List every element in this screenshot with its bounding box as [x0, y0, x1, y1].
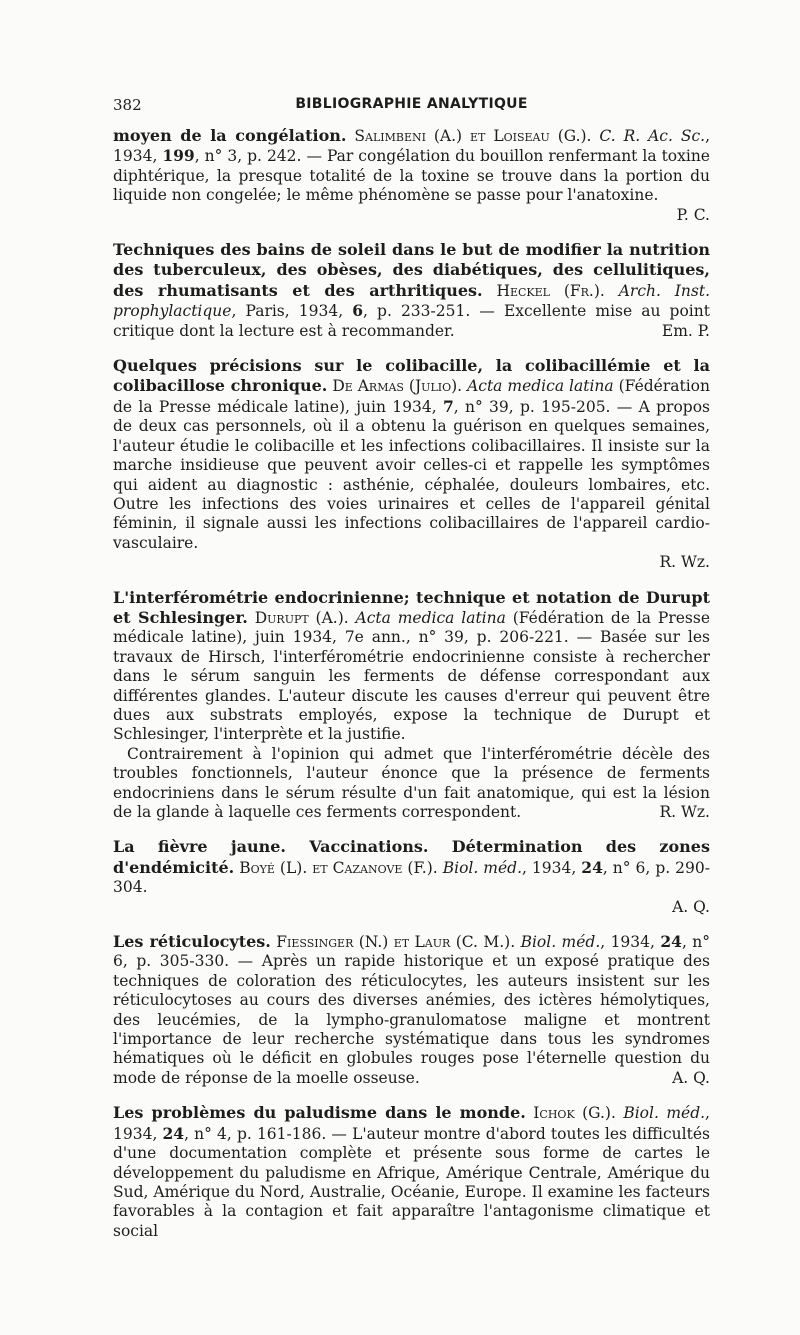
bibliography-entry — [113, 588, 710, 823]
entry-authors: Boyé (L). et Cazanove (F.). — [239, 858, 438, 877]
entry-title: Les réticulocytes. — [113, 932, 271, 952]
bibliography-entry — [113, 356, 710, 572]
entry-citation: , 1934, — [600, 933, 661, 952]
entry-text-continued: Contrairement à l'opinion qui admet que l'interférométrie décèle des troubles fonctionnels, l'auteur énonce que la présence de ferments endocriniens dans le sérum résulte d'un fait anatomique, qui est la lésion de la glande à laquelle ces ferments correspondent. — [113, 744, 710, 821]
entry-signature: P. C. — [676, 205, 710, 224]
entry-volume: 24 — [660, 932, 682, 952]
entry-signature: R. Wz. — [659, 553, 710, 572]
entry-citation: (Fédération de la Presse médicale latine), juin 1934, 7e ann., n° 39, p. 206-221. — — [113, 608, 710, 647]
entry-title: Quelques précisions sur le colibacille, la colibacillémie et la colibacillose chronique. — [113, 356, 710, 396]
entry-volume: 24 — [581, 857, 603, 877]
bibliography-entry — [113, 1103, 710, 1241]
entry-journal: Biol. méd. — [442, 858, 522, 877]
entry-authors: Fiessinger (N.) et Laur (C. M.). — [276, 933, 516, 952]
entry-citation: , 1934, — [522, 858, 582, 877]
entry-signature: R. Wz. — [659, 803, 710, 821]
entry-volume: 199 — [162, 146, 195, 166]
entry-citation: , 1934, — [113, 127, 710, 166]
entry-citation: , Paris, 1934, — [231, 302, 353, 321]
article-body — [113, 126, 710, 1256]
entry-title: L'interférométrie endocrinienne; technique et notation de Durupt et Schlesinger. — [113, 587, 710, 627]
entry-authors: Ichok (G.). — [533, 1104, 616, 1123]
entry-journal: Biol. méd. — [520, 933, 601, 952]
entry-volume: 24 — [162, 1123, 185, 1143]
page-number: 382 — [113, 96, 142, 114]
entry-citation: , 1934, — [113, 1104, 710, 1143]
entry-citation-tail: , n° 39, p. 195-205. — — [453, 397, 633, 416]
entry-journal: Biol. méd. — [623, 1104, 706, 1123]
entry-citation: (Fédération de la Presse médicale latine), juin 1934, — [113, 377, 710, 416]
entry-title: La fièvre jaune. Vaccinations. Détermination des zones d'endémicité. — [113, 837, 710, 877]
entry-text: Excellente mise au point critique dont la lecture est à recommander. — [113, 302, 710, 340]
entry-citation-tail: , n° 6, p. 305-330. — — [113, 933, 710, 971]
entry-text: L'auteur montre d'abord toutes les difficultés d'une documentation complète et présente sous forme de cartes le développement du paludisme en Afrique, Amérique Centrale, Amérique du Sud, Amérique du Nord, Australie, Océanie, Europe. Il examine les facteurs favorables à la contagion et fait apparaître l'antagonisme climatique et social — [113, 1124, 710, 1240]
bibliography-entry — [113, 240, 710, 341]
entry-volume: 6 — [352, 301, 364, 321]
entry-journal: Acta medica latina — [467, 377, 614, 396]
running-title: BIBLIOGRAPHIE ANALYTIQUE — [295, 96, 528, 112]
entry-text: Basée sur les travaux de Hirsch, l'interférométrie endocrinienne consiste à rechercher dans le sérum sanguin les ferments de défense correspondant aux différentes glandes. L'auteur discute les causes d'erreur qui peuvent être dues aux substrats employés, expose la technique de Durupt et Schlesinger, l'interprète et la justifie. — [113, 628, 710, 744]
entry-authors: De Armas (Julio). — [332, 377, 463, 396]
entry-citation-tail: , n° 4, p. 161-186. — — [184, 1124, 347, 1143]
entry-journal: C. R. Ac. Sc. — [599, 127, 706, 145]
entry-citation-tail: , n° 3, p. 242. — — [194, 147, 322, 166]
bibliography-entry — [113, 932, 710, 1088]
entry-text: A propos de deux cas personnels, où il a obtenu la guérison en quelques semaines, l'auteur étudie le colibacille et les infections colibacillaires. Il insiste sur la marche insidieuse que peuvent avoir celles-ci et rappelle les symptômes qui aident au diagnostic : asthénie, céphalée, douleurs lombaires, etc. Outre les infections des voies urinaires et celles de l'appareil génital féminin, il signale aussi les infections colibacillaires de l'appareil cardio-vasculaire. — [113, 397, 710, 552]
entry-authors: Durupt (A.). — [254, 608, 349, 627]
entry-title: moyen de la congélation. — [113, 126, 347, 145]
entry-volume: 7 — [442, 396, 454, 416]
running-header — [113, 96, 710, 116]
bibliography-entry — [113, 126, 710, 225]
entry-text: Par congélation du bouillon renfermant la toxine diphtérique, la presque totalité de la toxine se trouve dans la portion du liquide non congelée; le même phénomène se passe pour l'anatoxine. — [113, 147, 710, 205]
entry-signature: A. Q. — [672, 1068, 710, 1087]
entry-authors: Heckel (Fr.). — [496, 281, 605, 300]
bibliography-entry — [113, 837, 710, 917]
entry-citation-tail: , n° 6, p. 290-304. — [113, 858, 710, 897]
entry-text: Après un rapide historique et un exposé pratique des techniques de coloration des réticulocytes, les auteurs insistent sur les réticulocytoses au cours des diverses anémies, des ictères hémolytiques, des leucémies, de la lympho-granulomatose maligne et montrent l'importance de leur recherche systématique dans tous les syndromes hématiques où le déficit en globules rouges pose l'éternelle question du mode de réponse de la moelle osseuse. — [113, 952, 710, 1087]
entry-citation-tail: , p. 233-251. — — [363, 302, 495, 321]
entry-title: Techniques des bains de soleil dans le but de modifier la nutrition des tuberculeux, des obèses, des diabétiques, des cellulitiques, des rhumatisants et des arthritiques. — [113, 240, 710, 300]
entry-authors: Salimbeni (A.) et Loiseau (G.). — [354, 127, 592, 145]
entry-journal: Arch. Inst. prophylactique — [113, 281, 710, 321]
entry-signature: A. Q. — [672, 897, 710, 916]
entry-title: Les problèmes du paludisme dans le monde. — [113, 1103, 526, 1123]
entry-journal: Acta medica latina — [355, 608, 506, 627]
entry-signature: Em. P. — [661, 321, 710, 340]
